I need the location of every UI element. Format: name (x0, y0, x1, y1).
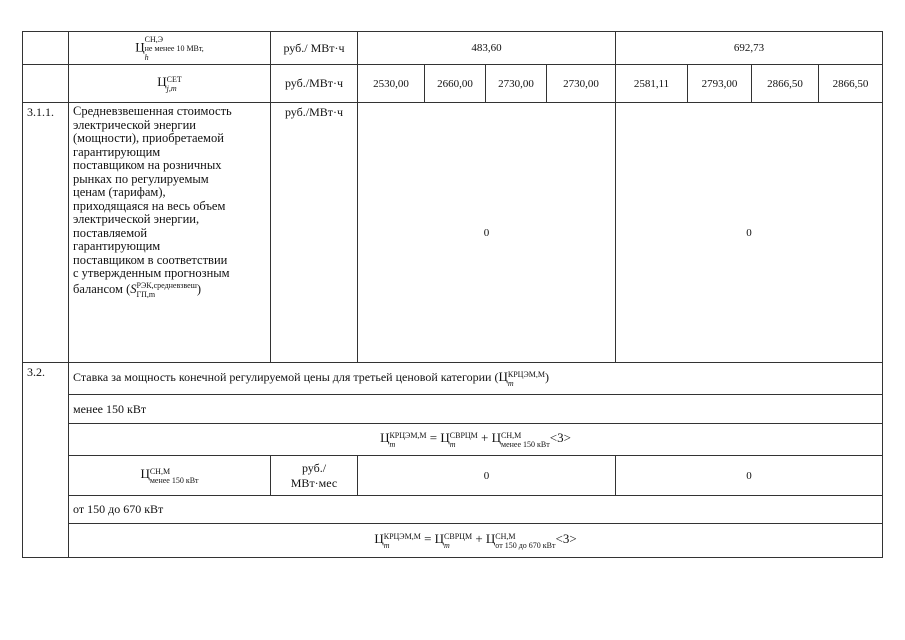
unit-cell: руб./МВт·ч (271, 65, 358, 103)
value-cell: 2793,00 (688, 65, 752, 103)
row-number-cell (23, 65, 69, 103)
subsection-title-cell: от 150 до 670 кВт (69, 496, 883, 524)
description-cell (69, 103, 271, 363)
tariff-table (22, 31, 883, 558)
section-title-cell: Ставка за мощность конечной регулируемой цены для третьей ценовой категории (Ц КРЦЭМ,М m ) (69, 363, 883, 395)
description-line: электрической энергии, (73, 212, 200, 226)
symbol-base: Ц (135, 38, 145, 54)
value-cell: 0 (358, 456, 616, 496)
unit-cell: руб./ МВт·ч (271, 32, 358, 65)
table-row (23, 496, 883, 524)
table-row (23, 32, 883, 65)
value-cell: 0 (616, 103, 883, 363)
table-row (23, 103, 883, 363)
description-line: с утвержденным прогнозным (73, 266, 230, 280)
symbol-base: Ц (498, 369, 508, 385)
value-cell: 2660,00 (425, 65, 486, 103)
value-cell: 2866,50 (752, 65, 819, 103)
table-row (23, 456, 883, 496)
description-line: ценам (тарифам), (73, 185, 166, 199)
description-line: гарантирующим (73, 144, 161, 159)
symbol-cell (69, 32, 271, 65)
value-cell: 0 (358, 103, 616, 363)
formula-symbol: S (130, 281, 137, 296)
table-row (23, 395, 883, 424)
value-cell: 2730,00 (486, 65, 547, 103)
description-line: поставщиком на розничных (73, 158, 222, 172)
row-number-cell: 3.2. (23, 363, 69, 558)
symbol-cell: Ц СН,М менее 150 кВт (69, 456, 271, 496)
symbol-sub-var: h (144, 52, 149, 62)
value-cell: 692,73 (616, 32, 883, 65)
value-cell: 2530,00 (358, 65, 425, 103)
description-line: балансом (S РЭК,средневзвеш ГП,m ) (73, 280, 202, 299)
description-line: гарантирующим (73, 239, 161, 253)
formula-cell: Ц КРЦЭМ,М m = Ц СВРЦМ m + Ц СН,М менее 150 кВт <3> (69, 424, 883, 456)
subsection-title-cell: менее 150 кВт (69, 395, 883, 424)
symbol-sub: не менее 10 МВт, (144, 43, 204, 53)
unit-cell: руб./МВт·ч (271, 103, 358, 363)
unit-cell: руб./ МВт·мес (271, 456, 358, 496)
symbol-sub: j,m (166, 83, 177, 93)
description-line: рынках по регулируемым (73, 171, 209, 186)
description-line: Средневзвешенная стоимость (73, 104, 232, 118)
symbol-base: Ц (157, 74, 167, 90)
formula-cell: Ц КРЦЭМ,М m = Ц СВРЦМ m + Ц СН,М от 150 до 670 кВт <3> (69, 524, 883, 558)
description-line: поставщиком в соответствии (73, 252, 228, 267)
symbol-sup: СЕТ (166, 74, 182, 84)
value-cell: 2866,50 (819, 65, 883, 103)
symbol-cell (69, 65, 271, 103)
value-cell: 0 (616, 456, 883, 496)
row-number-cell (23, 32, 69, 65)
symbol-sup: СН,Э (144, 34, 164, 44)
table-row (23, 524, 883, 558)
footnote-ref: <3> (555, 531, 577, 547)
value-cell: 2581,11 (616, 65, 688, 103)
description-line: приходящаяся на весь объем (73, 198, 226, 213)
row-number-cell: 3.1.1. (23, 103, 69, 363)
table-row (23, 424, 883, 456)
table-row (23, 363, 883, 395)
footnote-ref: <3> (549, 430, 571, 446)
value-cell: 483,60 (358, 32, 616, 65)
description-line: электрической энергии (73, 117, 196, 132)
description-line: (мощности), приобретаемой (73, 131, 224, 145)
table-row (23, 65, 883, 103)
description-line: поставляемой (73, 225, 148, 240)
value-cell: 2730,00 (547, 65, 616, 103)
